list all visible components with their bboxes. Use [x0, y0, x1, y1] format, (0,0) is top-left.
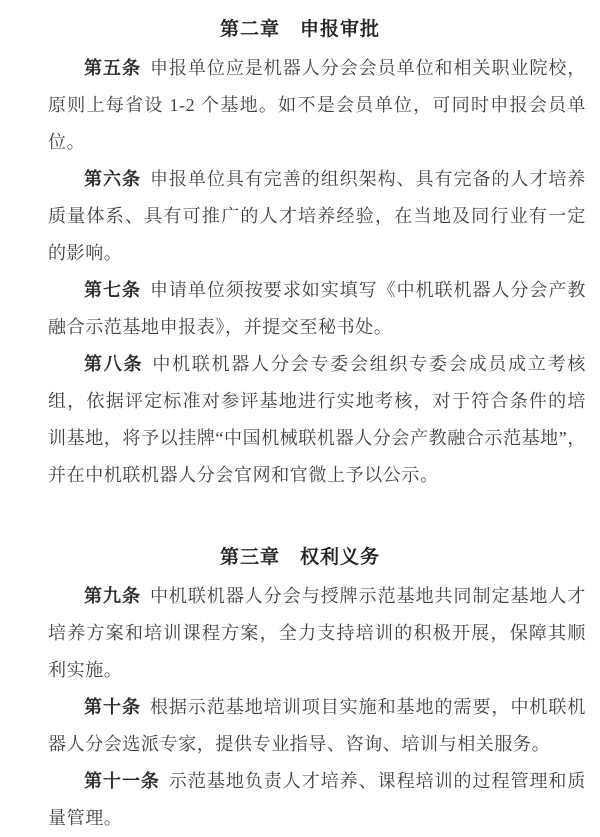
article-5-number: 第五条 — [84, 58, 141, 78]
article-6-text: 申报单位具有完善的组织架构、具有完备的人才培养质量体系、具有可推广的人才培养经验，在当地及同行业有一定的影响。 — [48, 169, 586, 263]
chapter-heading-3: 第三章 权利义务 — [219, 547, 380, 568]
article-10 — [48, 689, 586, 763]
article-9-text: 中机联机器人分会与授牌示范基地共同制定基地人才培养方案和培训课程方案，全力支持培训的积极开展，保障其顺利实施。 — [48, 586, 586, 680]
article-8-text: 中机联机器人分会专委会组织专委会成员成立考核组，依据评定标准对参评基地进行实地考核，对于符合条件的培训基地，将予以挂牌“中国机械联机器人分会产教融合示范基地”，并在中机联机器人分会官网和官微上予以公示。 — [48, 354, 586, 485]
article-7 — [48, 272, 586, 346]
article-7-number: 第七条 — [84, 280, 141, 300]
article-11-text: 示范基地负责人才培养、课程培训的过程管理和质量管理。 — [48, 771, 586, 828]
article-6-number: 第六条 — [84, 169, 141, 189]
article-8 — [48, 346, 586, 494]
article-5 — [48, 50, 586, 161]
article-9 — [48, 578, 586, 689]
article-5-text: 申报单位应是机器人分会会员单位和相关职业院校，原则上每省设 1-2 个基地。如不是会员单位，可同时申报会员单位。 — [48, 58, 586, 152]
chapter-heading-2: 第二章 申报审批 — [219, 19, 380, 40]
article-7-text: 申请单位须按要求如实填写《中机联机器人分会产教融合示范基地申报表》，并提交至秘书处。 — [48, 280, 586, 337]
article-10-text: 根据示范基地培训项目实施和基地的需要，中机联机器人分会选派专家，提供专业指导、咨询、培训与相关服务。 — [48, 697, 586, 754]
article-11-number: 第十一条 — [84, 771, 160, 791]
article-11 — [48, 763, 586, 837]
article-10-number: 第十条 — [84, 697, 141, 717]
article-9-number: 第九条 — [84, 586, 141, 606]
article-8-number: 第八条 — [84, 354, 144, 374]
article-6 — [48, 161, 586, 272]
